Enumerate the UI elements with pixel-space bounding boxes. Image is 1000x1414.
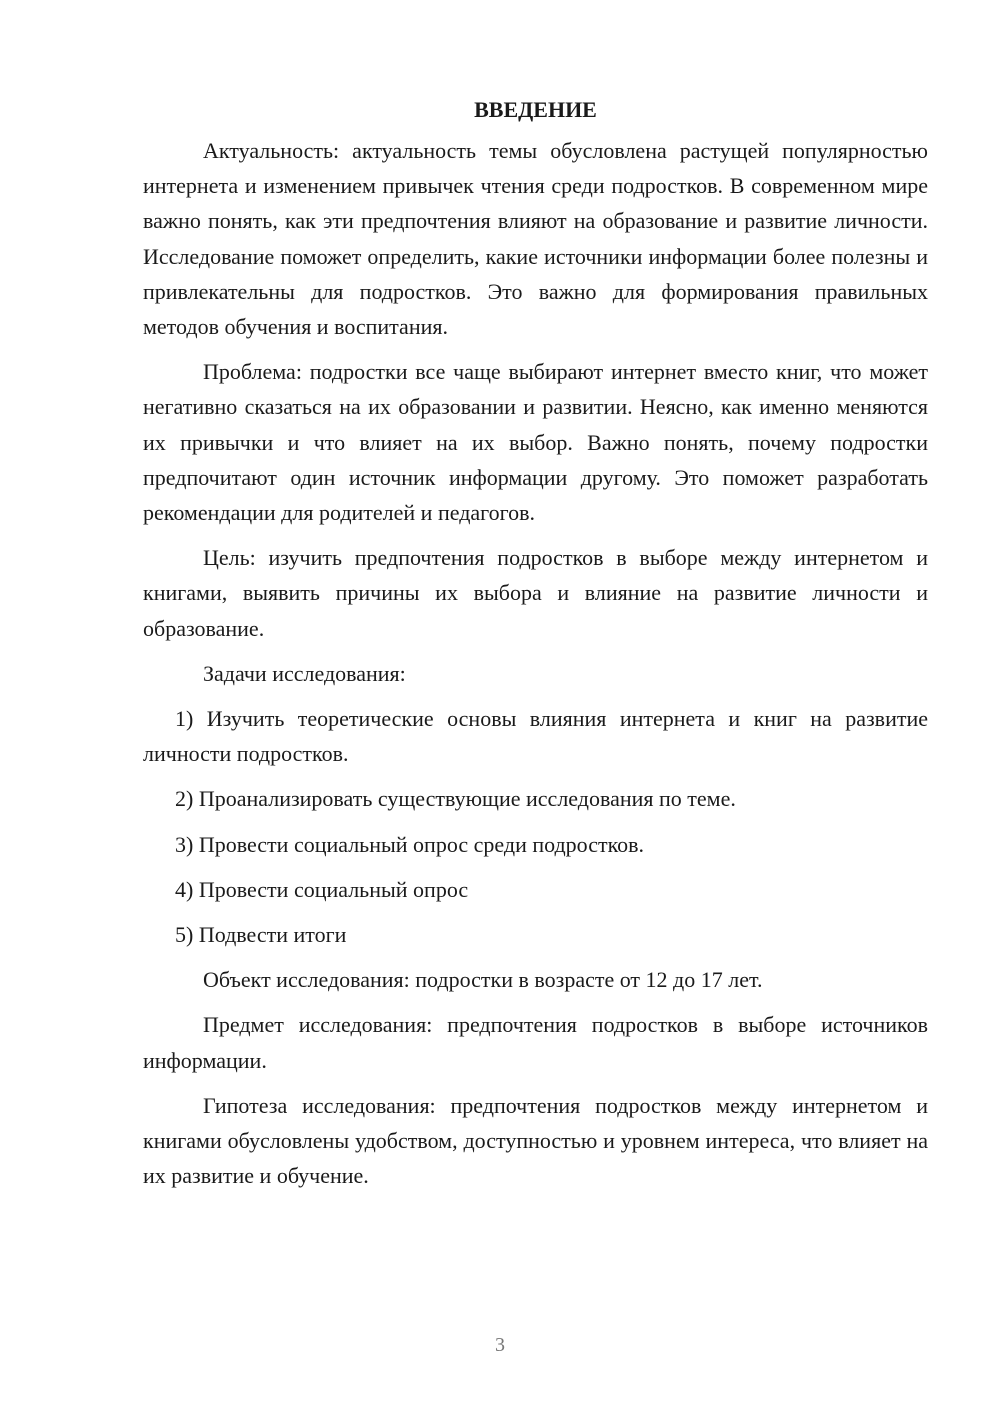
- list-item: 5) Подвести итоги: [175, 922, 347, 948]
- list-item: 3) Провести социальный опрос среди подростков.: [175, 831, 645, 857]
- document-body: [143, 92, 928, 1203]
- problem-paragraph: Проблема: подростки все чаще выбирают интернет вместо книг, что может негативно сказаться на их образовании и развитии. Неясно, как именно меняются их привычки и что влияет на их выбор. Важно понять, почему подростки предпочитают один источник информации другому. Это поможет разработать рекомендации для родителей и педагогов.: [143, 359, 928, 526]
- list-item: 1) Изучить теоретические основы влияния интернета и книг на развитие личности подростков.: [143, 706, 928, 767]
- list-item: 2) Проанализировать существующие исследования по теме.: [175, 786, 736, 812]
- subject-paragraph: Предмет исследования: предпочтения подростков в выборе источников информации.: [143, 1012, 928, 1073]
- goal-paragraph: Цель: изучить предпочтения подростков в выборе между интернетом и книгами, выявить причины их выбора и влияние на развитие личности и образование.: [143, 545, 928, 641]
- list-item: 4) Провести социальный опрос: [175, 876, 469, 902]
- hypothesis-paragraph: Гипотеза исследования: предпочтения подростков между интернетом и книгами обусловлены удобством, доступностью и уровнем интереса, что влияет на их развитие и обучение.: [143, 1092, 928, 1189]
- page-number: 3: [495, 1334, 505, 1356]
- page-title: ВВЕДЕНИЕ: [474, 97, 597, 122]
- tasks-heading: Задачи исследования:: [203, 660, 406, 686]
- object-paragraph: Объект исследования: подростки в возрасте от 12 до 17 лет.: [203, 967, 763, 993]
- tasks-list: [143, 701, 928, 952]
- relevance-paragraph: Актуальность: актуальность темы обусловлена растущей популярностью интернета и изменением привычек чтения среди подростков. В современном мире важно понять, как эти предпочтения влияют на образование и развитие личности. Исследование поможет определить, какие источники информации более полезны и привлекательны для подростков. Это важно для формирования правильных методов обучения и воспитания.: [143, 138, 928, 340]
